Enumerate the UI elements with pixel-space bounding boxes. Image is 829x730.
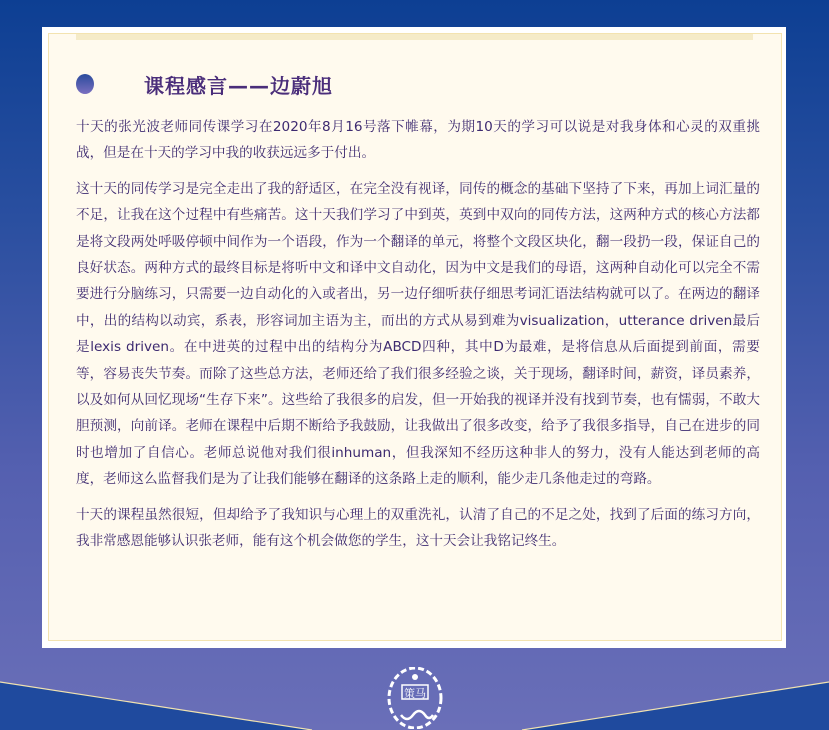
paragraph: 这十天的同传学习是完全走出了我的舒适区，在完全没有视译，同传的概念的基础下坚持了下来，再加上词汇量的不足，让我在这个过程中有些痛苦。这十天我们学习了中到英，英到中双向的同传方法，这两种方式的核心方法都是将文段两处呼吸停顿中间作为一个语段，作为一个翻译的单元，将整个文段区块化，翻一段扔一段，保证自己的良好状态。两种方式的最终目标是将听中文和译中文自动化，因为中文是我们的母语，这两种自动化可以完全不需要进行分脑练习，只需要一边自动化的入或者出，另一边仔细听获仔细思考词汇语法结构就可以了。在两边的翻译中，出的结构以动宾，系表，形容词加主语为主，而出的方式从易到难为visualization，utterance driven最后是lexis driven。在中进英的过程中出的结构分为ABCD四种，其中D为最难，是将信息从后面提到前面，需要等，容易丧失节奏。而除了这些总方法，老师还给了我们很多经验之谈，关于现场，翻译时间，薪资，译员素养，以及如何从回忆现场“生存下来”。这些给了我很多的启发，但一开始我的视译并没有找到节奏，也有懦弱，不敢大胆预测，向前译。老师在课程中后期不断给予我鼓励，让我做出了很多改变，给予了我很多指导，自己在进步的同时也增加了自信心。老师总说他对我们很inhuman，但我深知不经历这种非人的努力，没有人能达到老师的高度，老师这么监督我们是为了让我们能够在翻译的这条路上走的顺利，能少走几条他走过的弯路。 bbox=[76, 180, 760, 488]
article-body bbox=[76, 114, 760, 564]
title-bullet-icon bbox=[76, 74, 94, 94]
article-card bbox=[42, 27, 786, 648]
top-accent-bar bbox=[76, 34, 753, 40]
paragraph: 十天的张光波老师同传课学习在2020年8月16号落下帷幕，为期10天的学习可以说是对我身体和心灵的双重挑战，但是在十天的学习中我的收获远远多于付出。 bbox=[76, 119, 760, 162]
article-inner bbox=[48, 33, 782, 641]
logo-text: 策马 bbox=[404, 687, 426, 700]
article-title: 课程感言——边蔚旭 bbox=[144, 74, 333, 98]
paragraph: 十天的课程虽然很短，但却给予了我知识与心理上的双重洗礼，认清了自己的不足之处，找到了后面的练习方向，我非常感恩能够认识张老师，能有这个机会做您的学生，这十天会让我铭记终生。 bbox=[76, 506, 760, 550]
logo-seal-icon bbox=[387, 667, 443, 729]
